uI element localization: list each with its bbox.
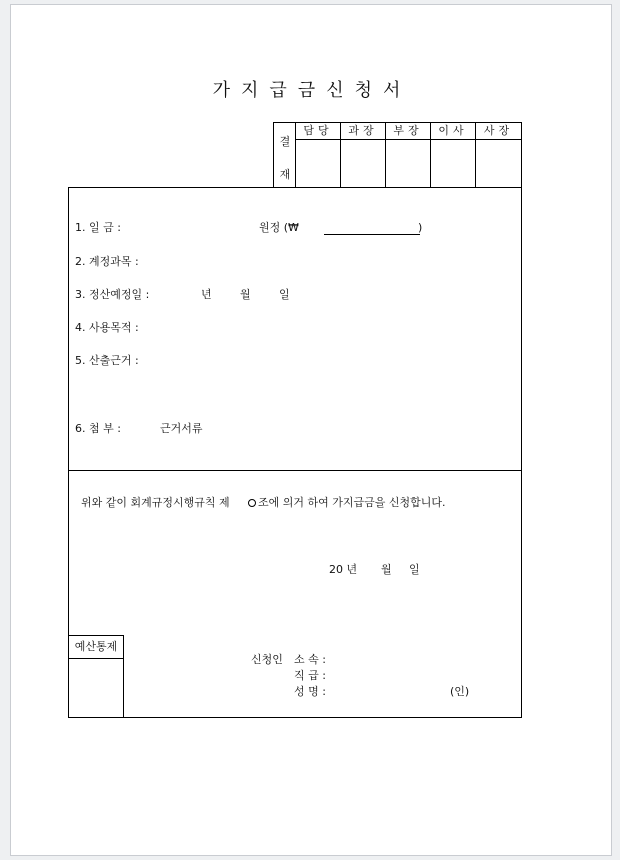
budget-control-divider bbox=[68, 658, 124, 659]
article-number-circle[interactable] bbox=[248, 499, 256, 507]
section-divider bbox=[68, 470, 522, 471]
amount-label: 1. 일 금 : bbox=[75, 221, 121, 234]
amount-input-line[interactable] bbox=[324, 234, 420, 235]
applicant-seal-mark: (인) bbox=[450, 685, 470, 698]
approval-head-president: 사장 bbox=[476, 123, 521, 140]
approval-sign-dept-head[interactable] bbox=[386, 140, 431, 187]
approval-sign-staff[interactable] bbox=[296, 140, 341, 187]
amount-won-label: 원정 (₩ bbox=[259, 221, 299, 234]
settle-month-label: 월 bbox=[240, 288, 251, 301]
attachment-value: 근거서류 bbox=[160, 422, 203, 435]
approval-sign-president[interactable] bbox=[476, 140, 521, 187]
approval-label-char-1: 결 bbox=[279, 135, 291, 148]
applicant-position-label: 직 급 : bbox=[294, 669, 326, 682]
applicant-name-label: 성 명 : bbox=[294, 685, 326, 698]
approval-head-staff: 담당 bbox=[296, 123, 341, 140]
budget-control-label: 예산통제 bbox=[74, 640, 118, 653]
settle-day-label: 일 bbox=[279, 288, 290, 301]
statement-text-after: 조에 의거 하여 가지급금을 신청합니다. bbox=[258, 496, 446, 509]
basis-label: 5. 산출근거 : bbox=[75, 354, 139, 367]
account-label: 2. 계정과목 : bbox=[75, 255, 139, 268]
approval-label-cell bbox=[274, 123, 296, 187]
approval-label-char-2: 재 bbox=[279, 168, 291, 181]
settle-date-label: 3. 정산예정일 : bbox=[75, 288, 150, 301]
approval-sign-director[interactable] bbox=[431, 140, 476, 187]
purpose-label: 4. 사용목적 : bbox=[75, 321, 139, 334]
form-page bbox=[10, 4, 612, 856]
approval-head-director: 이사 bbox=[431, 123, 476, 140]
approval-sign-section-chief[interactable] bbox=[341, 140, 386, 187]
form-title: 가지급금신청서 bbox=[212, 80, 412, 101]
application-date-year: 20 년 bbox=[329, 563, 358, 576]
applicant-dept-label: 소 속 : bbox=[294, 653, 326, 666]
statement-text-before: 위와 같이 회계규정시행규칙 제 bbox=[81, 496, 230, 509]
approval-head-section-chief: 과장 bbox=[341, 123, 386, 140]
approval-box bbox=[273, 122, 522, 188]
application-date-day: 일 bbox=[409, 563, 420, 576]
applicant-label: 신청인 bbox=[251, 653, 283, 666]
approval-head-dept-head: 부장 bbox=[386, 123, 431, 140]
amount-close-paren: ) bbox=[418, 221, 423, 234]
application-date-month: 월 bbox=[381, 563, 392, 576]
settle-year-label: 년 bbox=[201, 288, 212, 301]
attachment-label: 6. 첨 부 : bbox=[75, 422, 121, 435]
